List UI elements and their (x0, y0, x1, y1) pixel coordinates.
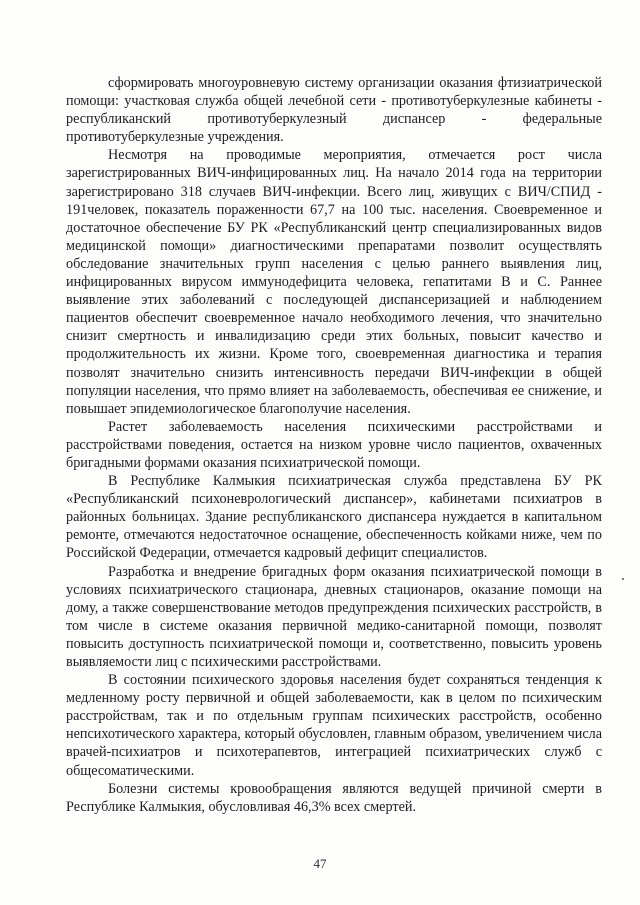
paragraph: В Республике Калмыкия психиатрическая служба представлена БУ РК «Республиканский психоневрологический диспансер», кабинетами психиатров в районных больницах. Здание республиканского диспансера нуждается в капитальном ремонте, отмечаются недостаточное оснащение, обеспеченность койками ниже, чем по Российской Федерации, отмечается кадровый дефицит специалистов. (66, 473, 602, 562)
page-number: 47 (313, 856, 327, 871)
paragraph: Несмотря на проводимые мероприятия, отмечается рост числа зарегистрированных ВИЧ-инфицированных лиц. На начало 2014 года на территории зарегистрировано 318 случаев ВИЧ-инфекции. Всего лиц, живущих с ВИЧ/СПИД - 191человек, показатель пораженности 67,7 на 100 тыс. населения. Своевременное и достаточное обеспечение БУ РК «Республиканский центр специализированных видов медицинской помощи» диагностическими препаратами позволит осуществлять обследование значительных групп населения с целью раннего выявления лиц, инфицированных вирусом иммунодефицита человека, гепатитами В и С. Раннее выявление этих заболеваний с последующей диспансеризацией и наблюдением пациентов обеспечит своевременное начало необходимого лечения, что значительно снизит смертность и инвалидизацию среди этих больных, повысит качество и продолжительность их жизни. Кроме того, своевременная диагностика и терапия позволят значительно снизить интенсивность передачи ВИЧ-инфекции в общей популяции населения, что прямо влияет на заболеваемость, обеспечивая ее снижение, и повышает эпидемиологическое благополучие населения. (66, 147, 602, 417)
paragraph: В состоянии психического здоровья населения будет сохраняться тенденция к медленному росту первичной и общей заболеваемости, как в целом по психическим расстройствам, так и по отдельным группам психических расстройств, особенно непсихотического характера, который обусловлен, главным образом, увеличением числа врачей-психиатров и психотерапевтов, интеграцией психиатрических служб с общесоматическими. (66, 672, 602, 779)
paragraph: Растет заболеваемость населения психическими расстройствами и расстройствами поведения, остается на низком уровне число пациентов, охваченных бригадными формами оказания психиатрической помощи. (66, 418, 602, 471)
body-text (66, 74, 602, 816)
scan-speck (622, 578, 624, 580)
paragraph: Разработка и внедрение бригадных форм оказания психиатрической помощи в условиях психиатрического стационара, дневных стационаров, оказание помощи на дому, а также совершенствование методов предупреждения психических расстройств, в том числе в системе оказания первичной медико-санитарной помощи, позволят повысить доступность психиатрической помощи и, соответственно, повысить уровень выявляемости лиц с психическими расстройствами. (66, 563, 602, 670)
paragraph: Болезни системы кровообращения являются ведущей причиной смерти в Республике Калмыкия, обусловливая 46,3% всех смертей. (66, 780, 602, 815)
paragraph: сформировать многоуровневую систему организации оказания фтизиатрической помощи: участковая служба общей лечебной сети - противотуберкулезные кабинеты - республиканский противотуберкулезный диспансер - федеральные противотуберкулезные учреждения. (66, 75, 602, 146)
